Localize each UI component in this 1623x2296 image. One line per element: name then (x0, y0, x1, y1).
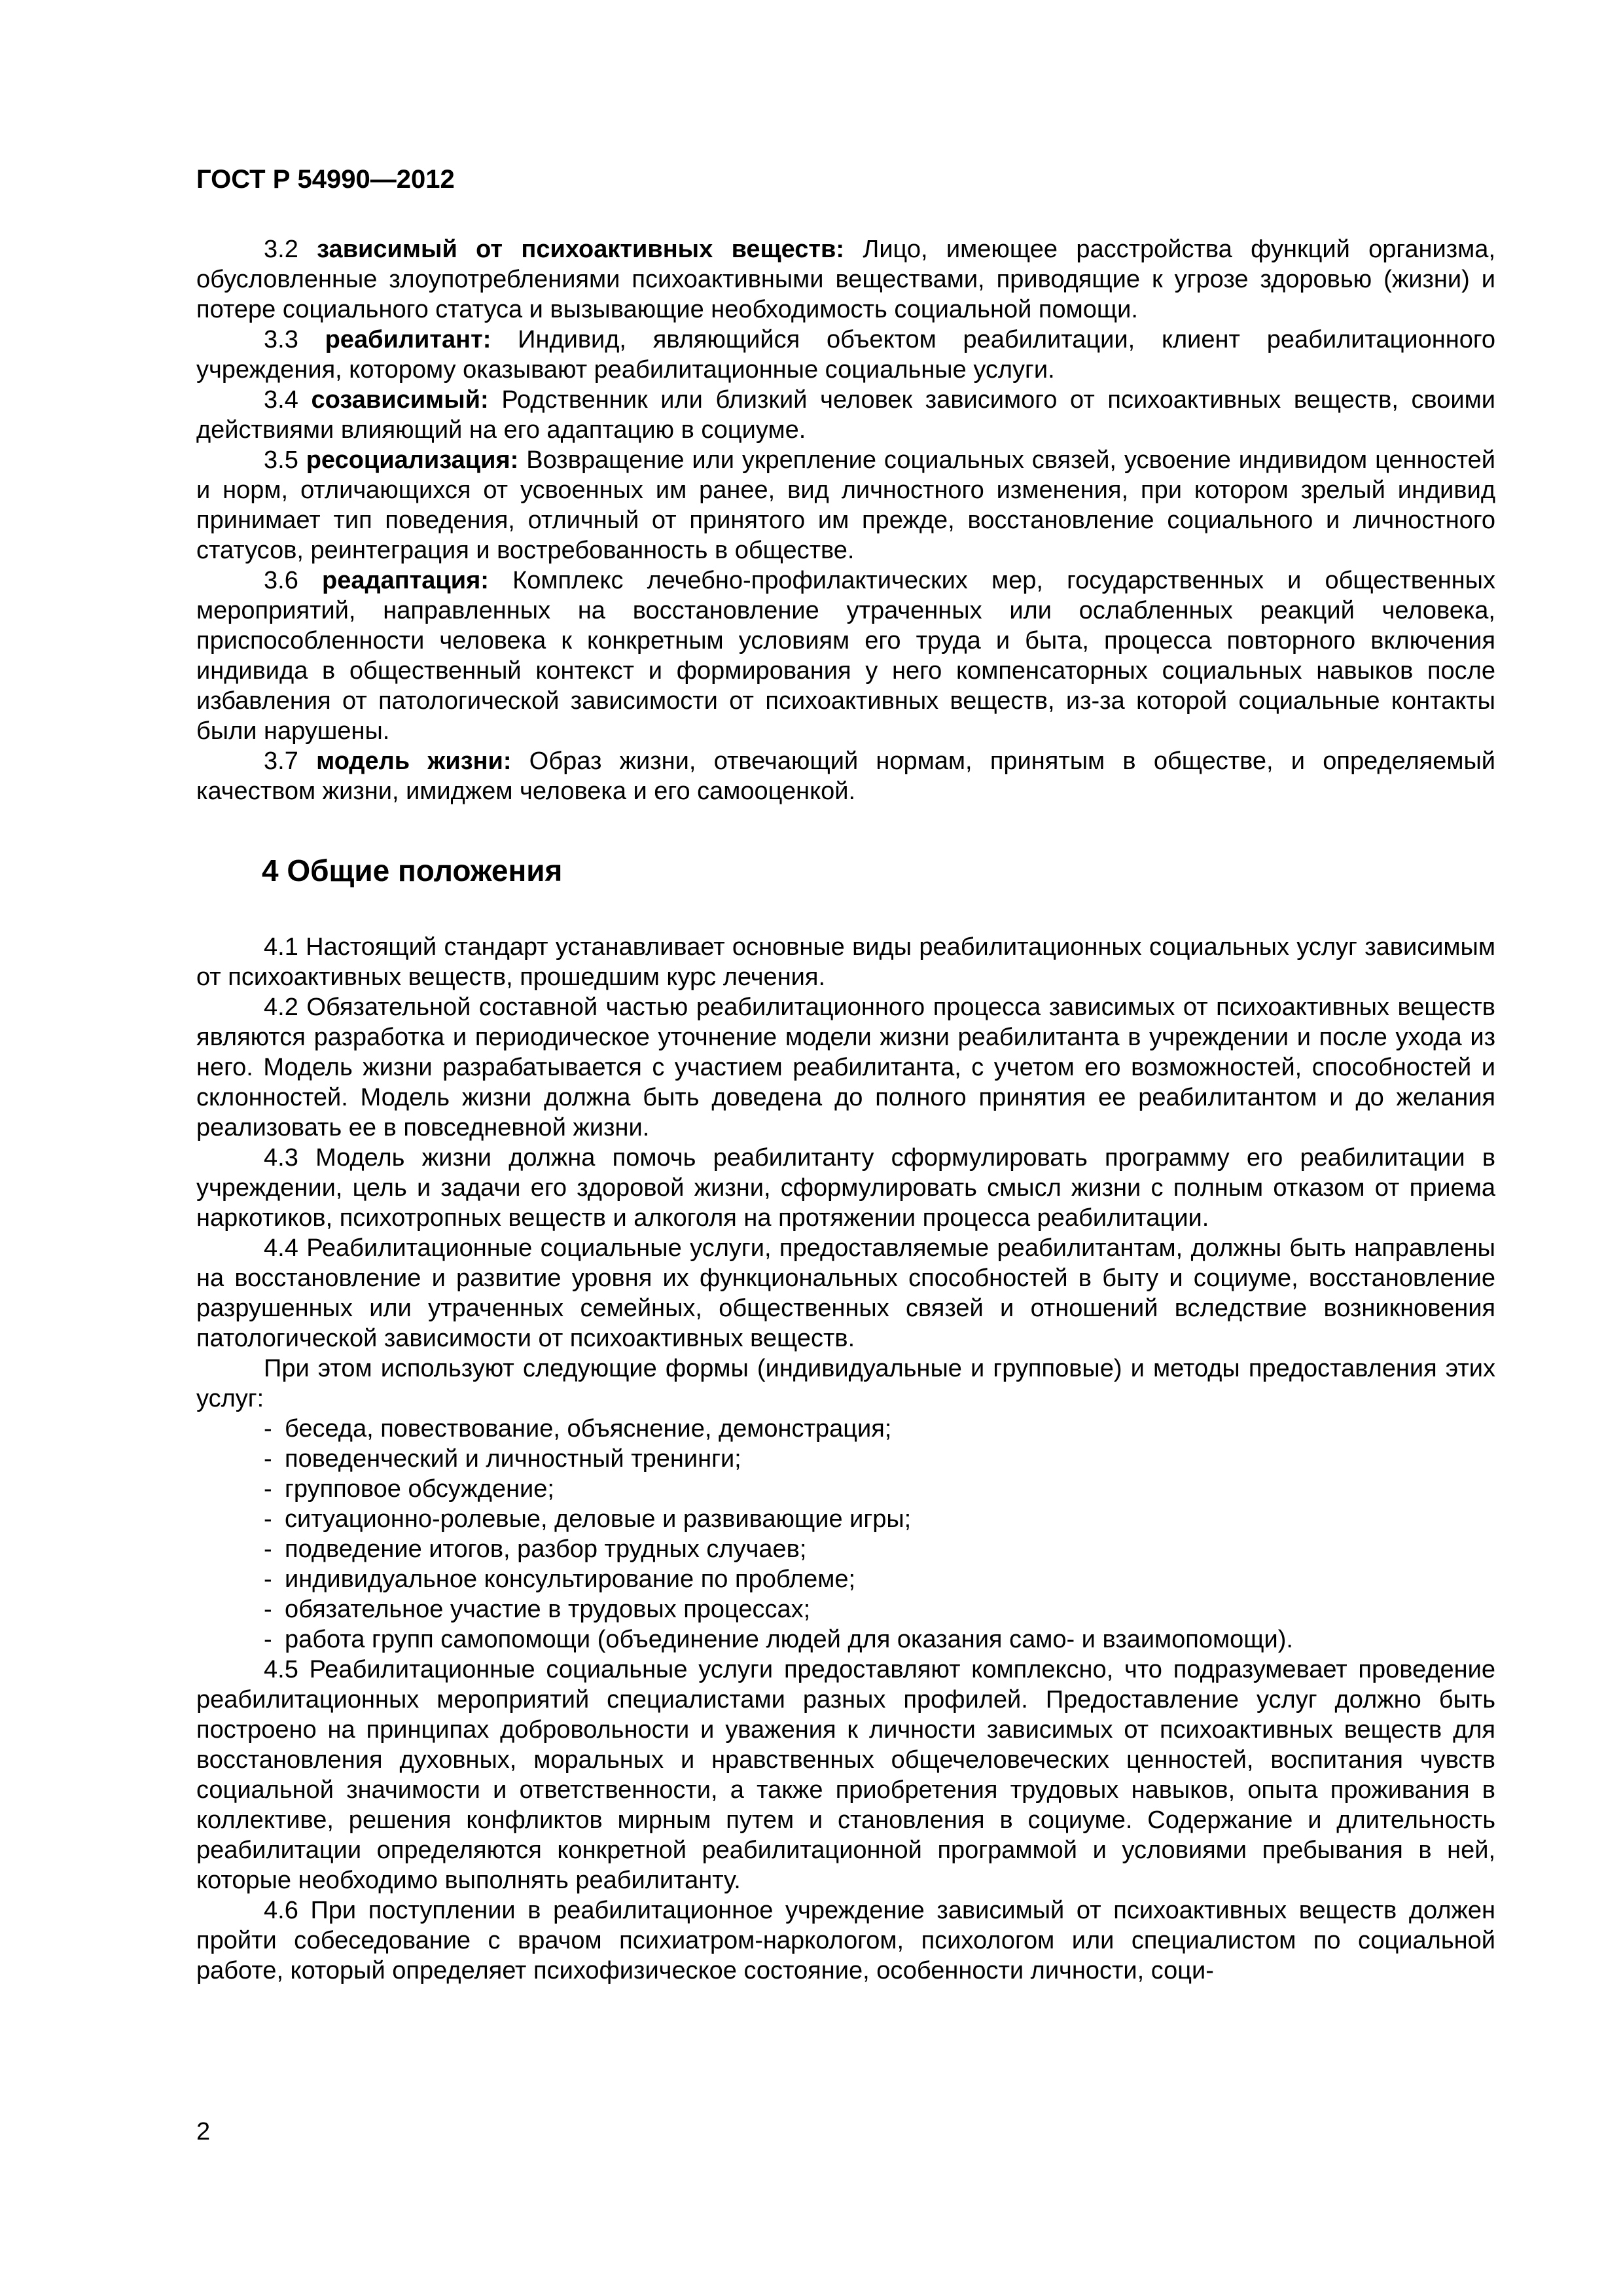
paragraph-4-1: 4.1 Настоящий стандарт устанавливает основные виды реабилитационных социальных услуг зависимым от психоактивных веществ, прошедшим курс лечения. (196, 933, 1495, 991)
list-item (196, 1504, 1495, 1534)
definition-text: Индивид, являющийся объектом реабилитации, клиент реабилитационного учреждения, которому оказывают реабилитационные социальные услуги. (196, 326, 1495, 384)
section-4-body (196, 932, 1495, 1986)
definition-term: реадаптация: (321, 567, 489, 594)
list-item-text: ситуационно-ролевые, деловые и развивающие игры; (285, 1505, 912, 1533)
definition-term: созависимый: (311, 386, 489, 414)
list-item (196, 1444, 1495, 1474)
list-item-text: групповое обсуждение; (285, 1475, 554, 1503)
definition-3-2 (196, 234, 1495, 325)
definition-number: 3.5 (264, 446, 298, 474)
definition-number: 3.3 (264, 326, 298, 353)
list-item (196, 1474, 1495, 1504)
definition-number: 3.7 (264, 747, 298, 775)
methods-list (196, 1414, 1495, 1655)
definition-3-4 (196, 385, 1495, 445)
list-item-text: поведенческий и личностный тренинги; (285, 1445, 741, 1473)
definition-3-3 (196, 325, 1495, 385)
definition-number: 3.4 (264, 386, 298, 414)
list-item-text: подведение итогов, разбор трудных случаев; (285, 1535, 807, 1563)
list-dash: - (264, 1505, 272, 1533)
paragraph-4-2: 4.2 Обязательной составной частью реабилитационного процесса зависимых от психоактивных веществ являются разработка и периодическое уточнение модели жизни реабилитанта в учреждении и после ухода из него. Модель жизни разрабатывается с участием реабилитанта, с учетом его возможностей, способностей и склонностей. Модель жизни должна быть доведена до полного принятия ее реабилитантом и до желания реализовать ее в повседневной жизни. (196, 994, 1495, 1141)
list-dash: - (264, 1415, 272, 1443)
definition-3-6 (196, 565, 1495, 746)
definition-3-7 (196, 746, 1495, 806)
definition-number: 3.6 (264, 567, 298, 594)
paragraph-4-5: 4.5 Реабилитационные социальные услуги предоставляют комплексно, что подразумевает проведение реабилитационных мероприятий специалистами разных профилей. Предоставление услуг должно быть построено на принципах добровольности и уважения к личности зависимых от психоактивных веществ для восстановления духовных, моральных и нравственных общечеловеческих ценностей, воспитания чувств социальной значимости и ответственности, а также приобретения трудовых навыков, опыта проживания в коллективе, решения конфликтов мирным путем и становления в социуме. Содержание и длительность реабилитации определяются конкретной реабилитационной программой и условиями пребывания в ней, которые необходимо выполнять реабилитанту. (196, 1656, 1495, 1894)
list-item-text: работа групп самопомощи (объединение людей для оказания само- и взаимопомощи). (285, 1626, 1293, 1653)
list-item (196, 1534, 1495, 1564)
definition-number: 3.2 (264, 236, 298, 263)
paragraph-forms-intro: При этом используют следующие формы (индивидуальные и групповые) и методы предоставления этих услуг: (196, 1355, 1495, 1412)
definition-term: зависимый от психоактивных веществ: (317, 236, 845, 263)
list-item (196, 1594, 1495, 1624)
definition-text: Комплекс лечебно-профилактических мер, государственных и общественных мероприятий, направленных на восстановление утраченных или ослабленных реакций человека, приспособленности человека к конкретным условиям его труда и быта, процесса повторного включения индивида в общественный контекст и формирования у него компенсаторных социальных навыков после избавления от патологической зависимости от психоактивных веществ, из-за которой социальные контакты были нарушены. (196, 567, 1495, 745)
list-item-text: беседа, повествование, объяснение, демонстрация; (285, 1415, 892, 1443)
definition-text: Образ жизни, отвечающий нормам, принятым в обществе, и определяемый качеством жизни, имиджем человека и его самооценкой. (196, 747, 1496, 805)
definition-term: модель жизни: (316, 747, 512, 775)
page-number: 2 (196, 2118, 211, 2145)
definition-3-5 (196, 445, 1495, 565)
definitions-block (196, 234, 1495, 806)
list-item (196, 1564, 1495, 1594)
list-dash: - (264, 1566, 272, 1593)
section-title: 4 Общие положения (262, 853, 563, 888)
list-dash: - (264, 1626, 272, 1653)
list-dash: - (264, 1596, 272, 1623)
list-item-text: индивидуальное консультирование по проблеме; (285, 1566, 856, 1593)
definition-text: Лицо, имеющее расстройства функций организма, обусловленные злоупотреблениями психоактивными веществами, приводящие к угрозе здоровью (жизни) и потере социального статуса и вызывающие необходимость социальной помощи. (196, 236, 1496, 323)
paragraph-4-3: 4.3 Модель жизни должна помочь реабилитанту сформулировать программу его реабилитации в учреждении, цель и задачи его здоровой жизни, сформулировать смысл жизни с полным отказом от приема наркотиков, психотропных веществ и алкоголя на протяжении процесса реабилитации. (196, 1144, 1495, 1232)
definition-term: ресоциализация: (306, 446, 519, 474)
list-dash: - (264, 1535, 272, 1563)
list-dash: - (264, 1475, 272, 1503)
document-page (196, 164, 1495, 1986)
definition-text: Родственник или близкий человек зависимого от психоактивных веществ, своими действиями влияющий на его адаптацию в социуме. (196, 386, 1496, 444)
definition-term: реабилитант: (325, 326, 491, 353)
document-code-header: ГОСТ Р 54990—2012 (196, 165, 455, 194)
list-item (196, 1624, 1495, 1655)
definition-text: Возвращение или укрепление социальных связей, усвоение индивидом ценностей и норм, отличающихся от усвоенных им ранее, вид личностного изменения, при котором зрелый индивид принимает тип поведения, отличный от принятого им прежде, восстановление социального и личностного статусов, реинтеграция и востребованность в обществе. (196, 446, 1495, 564)
list-dash: - (264, 1445, 272, 1473)
list-item-text: обязательное участие в трудовых процессах; (285, 1596, 811, 1623)
list-item (196, 1414, 1495, 1444)
paragraph-4-6: 4.6 При поступлении в реабилитационное учреждение зависимый от психоактивных веществ должен пройти собеседование с врачом психиатром-наркологом, психологом или специалистом по социальной работе, который определяет психофизическое состояние, особенности личности, соци- (196, 1897, 1495, 1984)
paragraph-4-4: 4.4 Реабилитационные социальные услуги, предоставляемые реабилитантам, должны быть направлены на восстановление и развитие уровня их функциональных способностей в быту и социуме, восстановление разрушенных или утраченных семейных, общественных связей и отношений вследствие возникновения патологической зависимости от психоактивных веществ. (196, 1234, 1495, 1352)
